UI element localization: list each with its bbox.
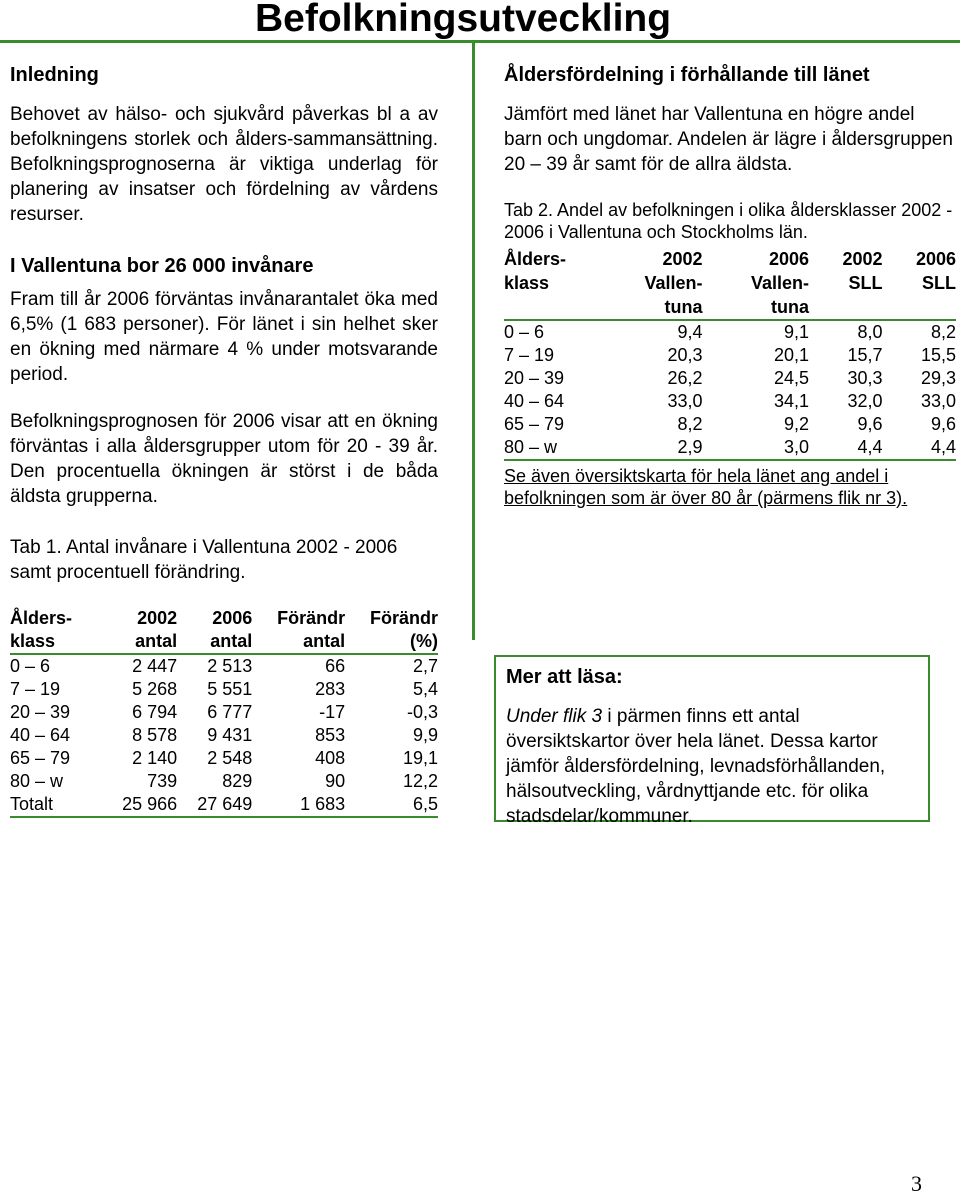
table-cell: 2 447 [132,656,178,676]
page-title: Befolkningsutveckling [255,0,672,40]
right-column [504,62,956,509]
age-paragraph: Jämfört med länet har Vallentuna en högre andel barn och ungdomar. Andelen är lägre i åldersgruppen 20 – 39 år samt för de allra äldsta. [504,104,953,175]
table-cell: 6 777 [207,702,253,722]
table-cell: 739 [147,771,178,791]
table-cell: 408 [315,748,346,768]
table-cell: 9,1 [783,322,809,342]
table-row [10,724,438,747]
table-cell: 90 [325,771,346,791]
table-cell: 9,2 [783,414,809,434]
table-row [504,413,956,436]
table-cell: 33,0 [667,391,703,411]
table-cell: 9,9 [412,725,438,745]
table-cell: 20,3 [667,345,703,365]
table-cell: 34,1 [773,391,809,411]
population-heading: I Vallentuna bor 26 000 invånare [10,255,314,277]
table-cell: 283 [315,679,346,699]
table-cell: 5 551 [207,679,253,699]
table-cell: 65 – 79 [10,748,71,768]
table-row [10,770,438,793]
table-cell: 9,6 [930,414,956,434]
page-number: 3 [911,1171,922,1196]
table-cell: 2 548 [207,748,253,768]
table-header: 2006 antal [177,607,252,654]
table-header: Ålders- klass [10,607,102,654]
table-cell: 0 – 6 [504,322,545,342]
table-cell: 7 – 19 [504,345,555,365]
table-cell: 12,2 [402,771,438,791]
table-header: 2002 antal [102,607,177,654]
table-cell: 7 – 19 [10,679,61,699]
table-row [504,320,956,344]
table-cell: 4,4 [930,437,956,457]
tab2-caption: Tab 2. Andel av befolkningen i olika åldersklasser 2002 - 2006 i Vallentuna och Stockholms län. [504,200,953,242]
table-cell: 8 578 [132,725,178,745]
read-more-text [506,704,920,829]
table-cell: 80 – w [10,771,64,791]
read-more-heading: Mer att läsa: [506,666,623,688]
table-cell: 33,0 [920,391,956,411]
table-row [504,390,956,413]
table-header: 2006 Vallen- tuna [703,247,810,320]
table-cell: 8,0 [857,322,883,342]
column-divider [472,40,475,640]
table-cell: 8,2 [677,414,703,434]
table-cell: 6 794 [132,702,178,722]
table-header: 2002 Vallen- tuna [596,247,703,320]
read-more-box [494,655,930,827]
table-row [504,344,956,367]
tab1-caption: Tab 1. Antal invånare i Vallentuna 2002 - 2006 samt procentuell förändring. [10,537,398,583]
table-cell: 32,0 [847,391,883,411]
table-cell: 5,4 [412,679,438,699]
population-paragraph: Fram till år 2006 förväntas invånarantalet öka med 6,5% (1 683 personer). För länet i sin helhet sker en ökning med närmare 4 % under motsvarande period. [10,289,438,385]
table-cell: 1 683 [252,793,345,817]
table-row [504,436,956,459]
table-header: Förändr (%) [345,607,438,654]
table-cell: 19,1 [402,748,438,768]
table-cell: 2,9 [677,437,703,457]
table-population [10,607,438,818]
top-rule [0,40,960,43]
table-cell: 24,5 [773,368,809,388]
table-cell: -0,3 [406,702,438,722]
table-cell: 5 268 [132,679,178,699]
tab2-note: Se även översiktskarta för hela länet ang andel i befolkningen som är över 80 år (pärmens flik nr 3). [504,459,956,509]
table-cell: 9,6 [857,414,883,434]
table-cell: -17 [319,702,346,722]
table-cell: 25 966 [102,793,177,817]
table-header: 2006 SLL [882,247,956,320]
table-cell: 20 – 39 [10,702,71,722]
table-row [10,678,438,701]
table-cell: 2 140 [132,748,178,768]
intro-heading: Inledning [10,64,99,86]
table-cell: 9,4 [677,322,703,342]
table-cell: 0 – 6 [10,656,51,676]
left-column [10,62,438,818]
table-cell: 27 649 [177,793,252,817]
table-cell: 66 [325,656,346,676]
table-cell: 65 – 79 [504,414,565,434]
table-row [10,793,438,817]
read-more-italic: Under flik 3 [506,706,603,727]
table-row [10,654,438,678]
table-cell: 2,7 [412,656,438,676]
table-cell: 40 – 64 [504,391,565,411]
table-cell: 3,0 [783,437,809,457]
table-header: Ålders- klass [504,247,596,320]
table-cell: 829 [222,771,253,791]
table-header: Förändr antal [252,607,345,654]
table-header: 2002 SLL [809,247,882,320]
intro-paragraph: Behovet av hälso- och sjukvård påverkas bl a av befolkningens storlek och ålders-sammansättning. Befolkningsprognoserna är viktiga underlag för planering av insatser och fördelning av vårdens resurser. [10,104,438,225]
table-cell: 15,5 [920,345,956,365]
table-cell: 26,2 [667,368,703,388]
table-cell: 9 431 [207,725,253,745]
table-cell: 15,7 [847,345,883,365]
table-cell: 6,5 [345,793,438,817]
read-more-rest: i pärmen finns ett antal översiktskartor över hela länet. Dessa kartor jämför åldersfördelning, levnadsförhållanden, hälsoutveckling, vårdnyttjande etc. för olika stadsdelar/kommuner. [506,706,886,827]
table-row [504,367,956,390]
table-cell: Totalt [10,793,102,817]
table-row [10,701,438,724]
table-cell: 20,1 [773,345,809,365]
age-heading: Åldersfördelning i förhållande till länet [504,64,870,86]
table-cell: 20 – 39 [504,368,565,388]
table-row [10,747,438,770]
table-cell: 30,3 [847,368,883,388]
table-cell: 80 – w [504,437,558,457]
table-cell: 2 513 [207,656,253,676]
table-age-share [504,247,956,459]
table-cell: 40 – 64 [10,725,71,745]
table-cell: 8,2 [930,322,956,342]
prognosis-paragraph: Befolkningsprognosen för 2006 visar att en ökning förväntas i alla åldersgrupper utom för 20 - 39 år. Den procentuella ökningen är störst i de båda äldsta grupperna. [10,411,438,507]
table-cell: 29,3 [920,368,956,388]
table-cell: 4,4 [857,437,883,457]
table-cell: 853 [315,725,346,745]
